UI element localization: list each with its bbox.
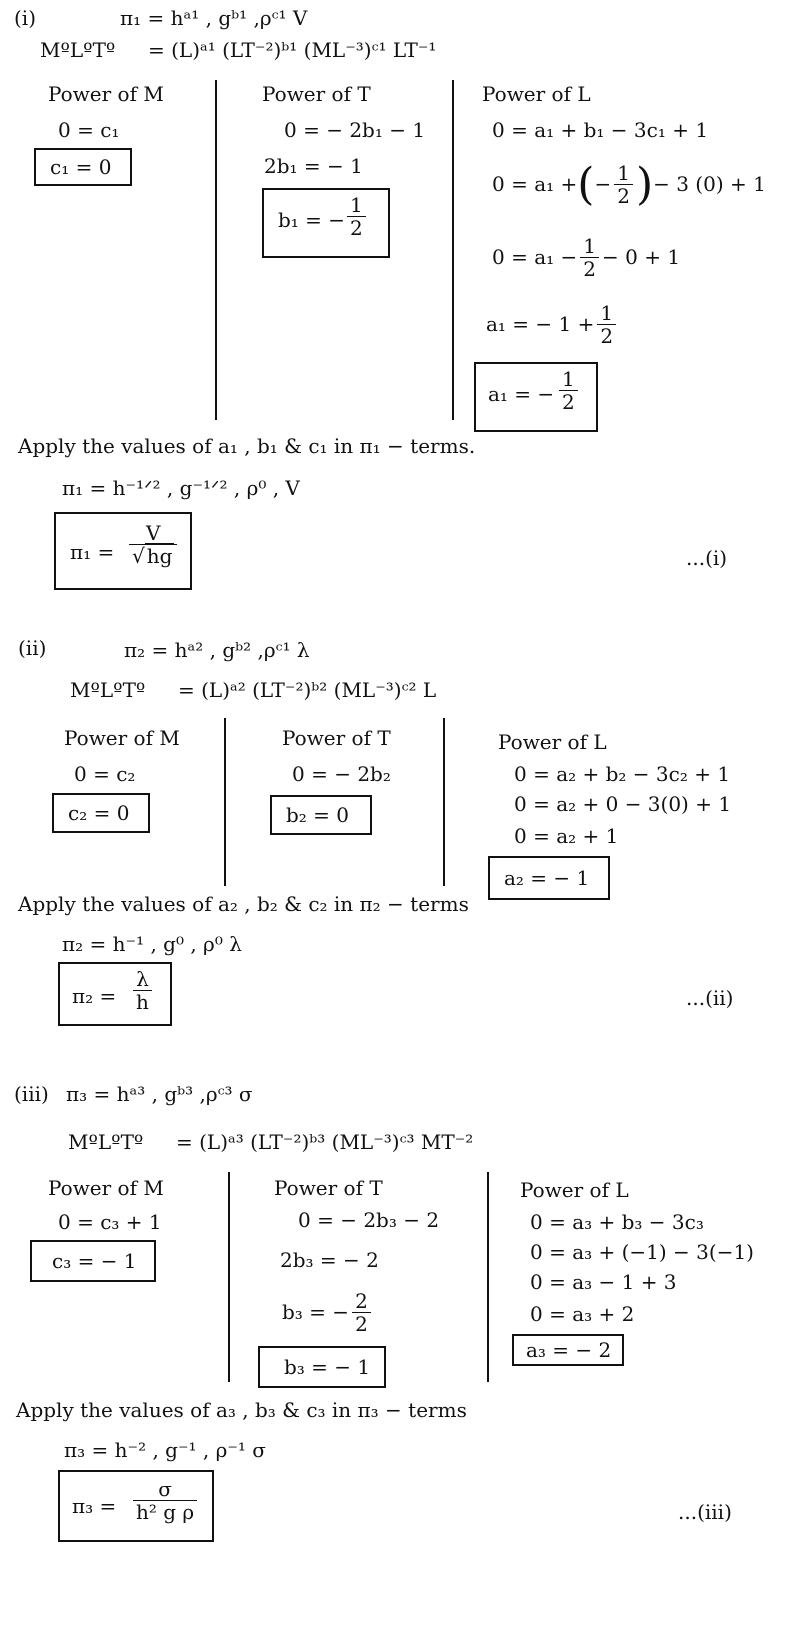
column-heading-m: Power of M (48, 82, 164, 106)
equation-reference: ...(ii) (686, 986, 734, 1010)
equation-reference: ...(i) (686, 546, 728, 570)
result-value: a₂ = − 1 (504, 866, 590, 890)
column-divider (228, 1172, 230, 1382)
result-value: a₃ = − 2 (526, 1338, 612, 1362)
final-result-box (58, 1470, 214, 1542)
substituted-equation: π₁ = h⁻¹ᐟ² , g⁻¹ᐟ² , ρ⁰ , V (62, 476, 300, 500)
result-box (34, 148, 132, 186)
column-divider (443, 718, 445, 886)
equation-line: b₃ = − $\frac{2}{2}$ (282, 1286, 374, 1338)
column-divider (452, 80, 454, 420)
column-divider (224, 718, 226, 886)
final-result-box (58, 962, 172, 1026)
equation-line: 0 = a₁ + b₁ − 3c₁ + 1 (492, 118, 709, 142)
result-box (270, 795, 372, 835)
result-box (262, 188, 390, 258)
equation-line: 0 = a₃ − 1 + 3 (530, 1270, 677, 1294)
section-label: (ii) (18, 636, 47, 660)
fraction: $\frac{\sigma}{\text{h² g ρ}}$ (133, 1478, 197, 1523)
equation-line: 0 = − 2b₃ − 2 (298, 1208, 440, 1232)
equation-reference: ...(iii) (678, 1500, 732, 1524)
fraction: $\frac{1}{2}$ (580, 235, 599, 280)
fraction: $\frac{1}{2}$ (559, 368, 578, 413)
column-heading-l: Power of L (498, 730, 607, 754)
dimension-lhs: MºLºTº (70, 678, 146, 702)
apply-statement: Apply the values of a₃ , b₃ & c₃ in π₃ − terms (16, 1398, 467, 1422)
result-value: b₁ = − (278, 208, 346, 232)
substituted-equation: π₂ = h⁻¹ , g⁰ , ρ⁰ λ (62, 932, 242, 956)
fraction: $\frac{1}{2}$ (597, 302, 616, 347)
fraction: $\frac{2}{2}$ (352, 1290, 371, 1335)
equation-line: 0 = a₁ − $\frac{1}{2}$ − 0 + 1 (492, 233, 681, 281)
equation-line: 0 = a₃ + b₃ − 3c₃ (530, 1210, 704, 1234)
equation-line: 0 = c₁ (58, 118, 120, 142)
column-divider (487, 1172, 489, 1382)
result-value: a₁ = − (488, 382, 555, 406)
column-heading-l: Power of L (520, 1178, 629, 1202)
equation-line: 0 = − 2b₂ (292, 762, 391, 786)
column-heading-t: Power of T (262, 82, 371, 106)
equation-line: 0 = a₃ + (−1) − 3(−1) (530, 1240, 754, 1264)
result-box (488, 856, 610, 900)
result-box (30, 1240, 156, 1282)
final-lhs: π₂ = (72, 984, 117, 1008)
result-value: c₂ = 0 (68, 801, 130, 825)
fraction: $\frac{1}{2}$ (347, 194, 366, 239)
equation-line: 2b₃ = − 2 (280, 1248, 379, 1272)
equation-line: 0 = a₃ + 2 (530, 1302, 635, 1326)
apply-statement: Apply the values of a₂ , b₂ & c₂ in π₂ − terms (18, 892, 469, 916)
equation-line: 0 = a₂ + 0 − 3(0) + 1 (514, 792, 732, 816)
column-heading-m: Power of M (48, 1176, 164, 1200)
fraction: $\frac{V}{√ hg}$ (129, 522, 177, 567)
pi-definition: π₂ = hᵃ² , gᵇ² ,ρᶜ¹ λ (124, 638, 310, 662)
section-label: (iii) (14, 1082, 49, 1106)
equation-line: 0 = a₂ + b₂ − 3c₂ + 1 (514, 762, 731, 786)
result-box (258, 1346, 386, 1388)
dimension-equation: = (L)ᵃ¹ (LT⁻²)ᵇ¹ (ML⁻³)ᶜ¹ LT⁻¹ (148, 38, 437, 62)
column-heading-m: Power of M (64, 726, 180, 750)
pi-definition: π₁ = hᵃ¹ , gᵇ¹ ,ρᶜ¹ V (120, 6, 308, 30)
result-value: c₁ = 0 (50, 155, 112, 179)
result-box (52, 793, 150, 833)
equation-line: 0 = − 2b₁ − 1 (284, 118, 426, 142)
equation-line: 2b₁ = − 1 (264, 154, 363, 178)
equation-line: 0 = a₁ + ( − $\frac{1}{2}$ ) − 3 (0) + 1 (492, 158, 766, 210)
column-heading-t: Power of T (274, 1176, 383, 1200)
fraction: $\frac{1}{2}$ (614, 162, 633, 207)
result-value: b₂ = 0 (286, 803, 350, 827)
section-label: (i) (14, 6, 37, 30)
dimension-equation: = (L)ᵃ³ (LT⁻²)ᵇ³ (ML⁻³)ᶜ³ MT⁻² (176, 1130, 474, 1154)
equation-line: 0 = c₃ + 1 (58, 1210, 162, 1234)
dimension-lhs: MºLºTº (68, 1130, 144, 1154)
result-box (512, 1334, 624, 1366)
fraction: $\frac{\lambda}{h}$ (133, 968, 152, 1013)
dimension-lhs: MºLºTº (40, 38, 116, 62)
column-divider (215, 80, 217, 420)
result-value: c₃ = − 1 (52, 1249, 137, 1273)
equation-line: a₁ = − 1 + $\frac{1}{2}$ (486, 298, 619, 350)
pi-definition: π₃ = hᵃ³ , gᵇ³ ,ρᶜ³ σ (66, 1082, 253, 1106)
result-value: b₃ = − 1 (284, 1355, 371, 1379)
column-heading-l: Power of L (482, 82, 591, 106)
equation-line: 0 = a₂ + 1 (514, 824, 619, 848)
dimension-equation: = (L)ᵃ² (LT⁻²)ᵇ² (ML⁻³)ᶜ² L (178, 678, 437, 702)
substituted-equation: π₃ = h⁻² , g⁻¹ , ρ⁻¹ σ (64, 1438, 266, 1462)
final-result-box (54, 512, 192, 590)
column-heading-t: Power of T (282, 726, 391, 750)
final-lhs: π₃ = (72, 1494, 117, 1518)
final-lhs: π₁ = (70, 540, 115, 564)
equation-line: 0 = c₂ (74, 762, 136, 786)
apply-statement: Apply the values of a₁ , b₁ & c₁ in π₁ − terms. (18, 434, 476, 458)
result-box (474, 362, 598, 432)
